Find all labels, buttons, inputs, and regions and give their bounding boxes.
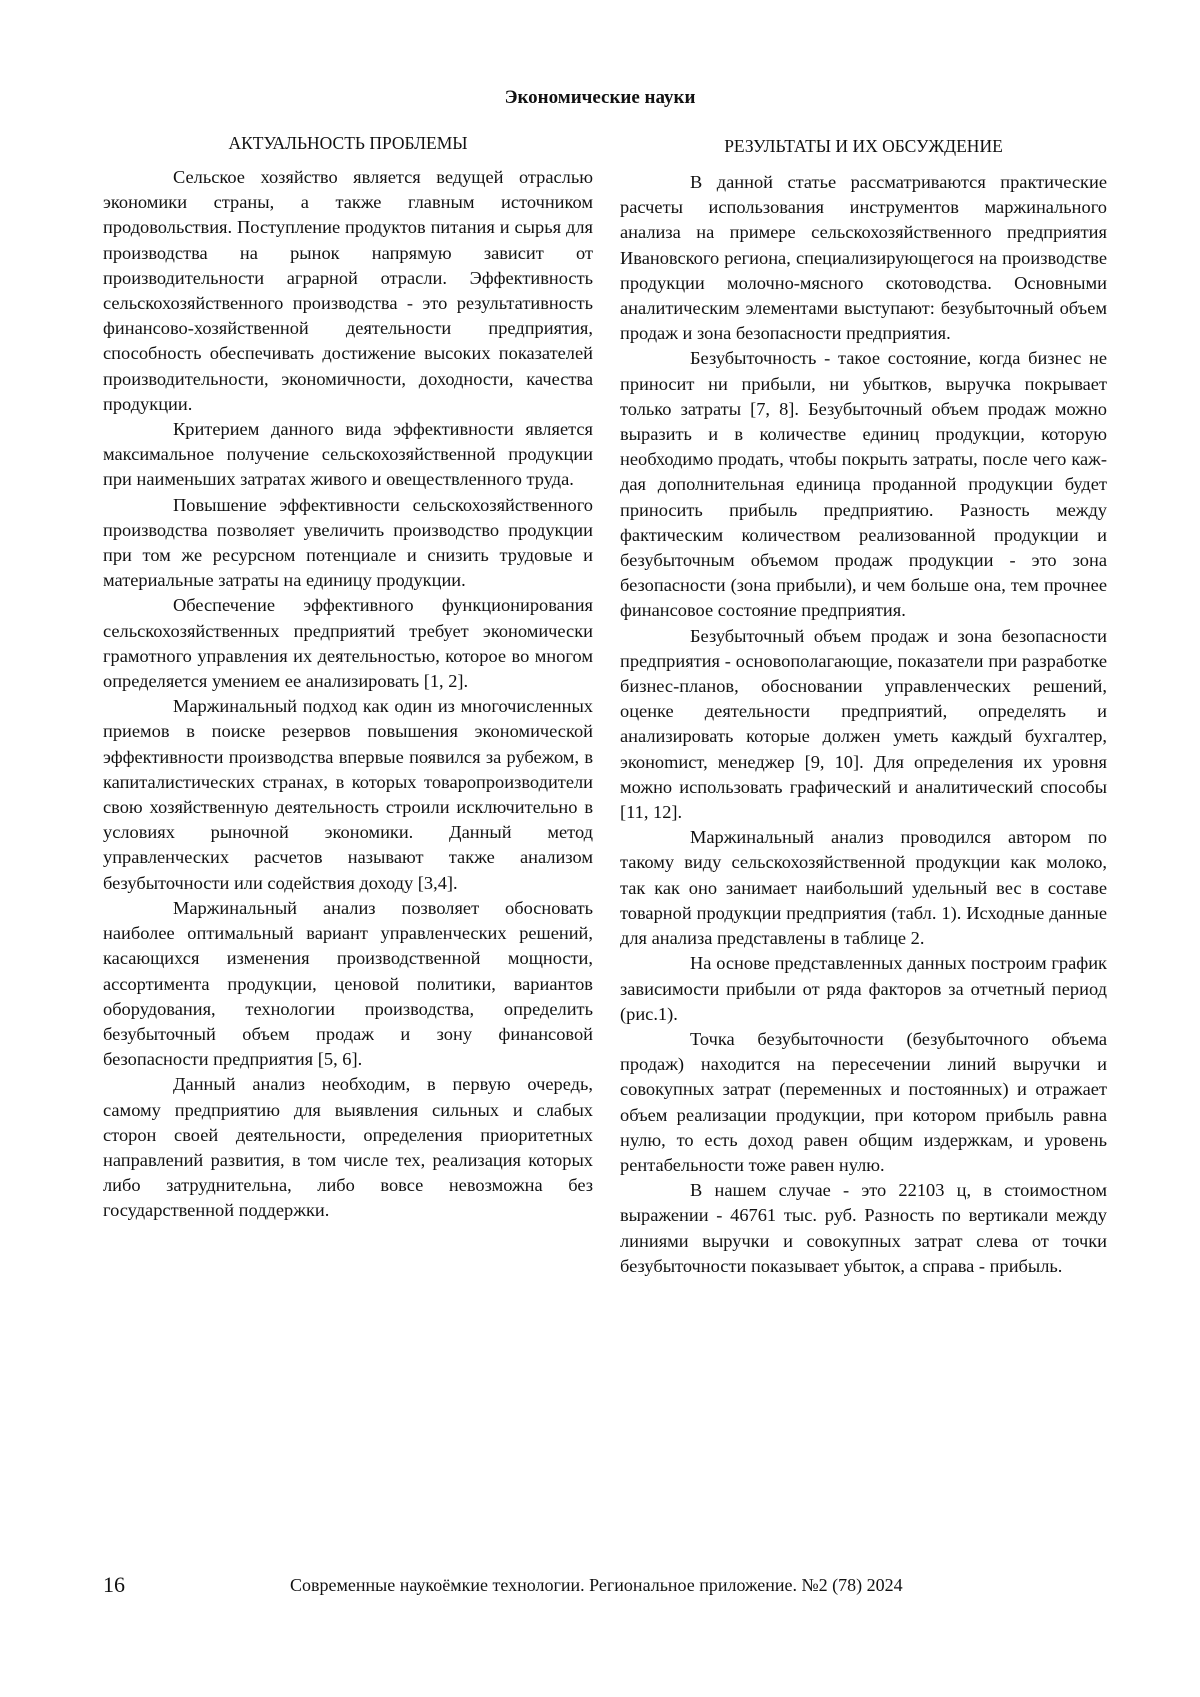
journal-title: Современные наукоёмкие технологии. Региональное приложение. №2 (78) 2024	[290, 1575, 903, 1595]
paragraph: Точка безубыточности (безубыточного объема продаж) находится на пересечении линий выручки и совокупных затрат (переменных и постоянных) и отражает объем реализации продукции, при котором прибыль равна нулю, то есть доход равен общим издержкам, и уровень рентабельности тоже равен нулю.	[620, 1028, 1107, 1175]
paragraph: Маржинальный анализ проводился автором по такому виду сельскохозяйственной продукции как молоко, так как оно занимает наибольший удельный вес в составе товарной продукции предприятия (табл. 1). Исходные данные для анализа представлены в таблице 2.	[620, 827, 1107, 949]
paragraph: Повышение эффективности сельскохозяйственного производства позволяет увеличить производство продукции при том же ресурсном потенциале и снизить трудовые и материальные затраты на единицу продукции.	[103, 494, 593, 591]
section-heading-results: РЕЗУЛЬТАТЫ И ИХ ОБСУЖДЕНИЕ	[724, 136, 1003, 156]
paragraph: Безубыточный объем продаж и зона безопасности предприятия - основополагающие, показатели при разработке бизнес-планов, обосновании управленческих решений, оценке деятельности предприятий, определять и анализировать которые должен уметь каждый бухгалтер, эконоmист, менеджер [9, 10]. Для определения их уровня можно использовать графический и аналитический способы [11, 12].	[620, 625, 1107, 823]
page-footer	[103, 1572, 1107, 1598]
paragraph: Критерием данного вида эффективности является максимальное получение сельскохозяйственной продукции при наименьших затратах живого и овеществленного труда.	[103, 419, 593, 490]
paragraph: Маржинальный подход как один из многочисленных приемов в поиске резервов повышения экономической эффективности производства впервые появился за рубежом, в капиталистических странах, в которых товаропроизводители свою хозяйственную деятельность строили исключительно в условиях рыночной экономики. Данный метод управленческих расчетов называют также анализом безубыточности или содействия доходу [3,4].	[103, 696, 593, 893]
paragraph: Безубыточность - такое состояние, когда бизнес не приносит ни прибыли, ни убытков, выручка покрывает только затраты [7, 8]. Безубыточный объем продаж можно выразить и в количестве единиц продукции, которую необходимо продать, чтобы покрыть затраты, после чего каждая дополнительная единица проданной продукции будет приносить прибыль предприятию. Разность между фактическим количеством реализованной продукции и безубыточным объемом продаж продукции - это зона безопасности (зона прибыли), и чем больше она, тем прочнее финансовое состояние предприятия.	[620, 348, 1107, 621]
section-header: Экономические науки	[504, 87, 696, 108]
left-column	[103, 131, 593, 1224]
paragraph: Данный анализ необходим, в первую очередь, самому предприятию для выявления сильных и слабых сторон своей деятельности, определения приоритетных направлений развития, в том числе тех, реализация которых либо затруднительна, либо вовсе невозможна без государственной поддержки.	[103, 1074, 593, 1221]
right-column	[620, 134, 1107, 1279]
paragraph: На основе представленных данных построим график зависимости прибыли от ряда факторов за отчетный период (рис.1).	[620, 953, 1107, 1024]
page-number: 16	[103, 1572, 125, 1597]
paragraph: В нашем случае - это 22103 ц, в стоимостном выражении - 46761 тыс. руб. Разность по вертикали между линиями выручки и совокупных затрат слева от точки безубыточности показывает убыток, а справа - прибыль.	[620, 1180, 1107, 1276]
paragraph: Маржинальный анализ позволяет обосновать наиболее оптимальный вариант управленческих решений, касающихся изменения производственной мощности, ассортимента продукции, ценовой политики, вариантов оборудования, технологии производства, определить безубыточный объем продаж и зону финансовой безопасности предприятия [5, 6].	[103, 897, 593, 1070]
paragraph: В данной статье рассматриваются практические расчеты использования инструментов маржинального анализа на примере сельскохозяйственного предприятия Ивановского региона, специализирующегося на производстве продукции молочно-мясного скотоводства. Основными аналитическим элементами выступают: безубыточный объем продаж и зона безопасности предприятия.	[620, 172, 1107, 344]
paragraph: Обеспечение эффективного функционирования сельскохозяйственных предприятий требует экономически грамотного управления их деятельностью, которое во многом определяется умением ее анализировать [1, 2].	[103, 595, 593, 692]
section-heading-relevance: АКТУАЛЬНОСТЬ ПРОБЛЕМЫ	[228, 133, 468, 153]
paragraph: Сельское хозяйство является ведущей отраслью экономики страны, а также главным источником продовольствия. Поступление продуктов питания и сырья для производства на рынок напрямую зависит от производительности аграрной отрасли. Эффективность сельскохозяйственного производства - это результативность финансово-хозяйственной деятельности предприятия, способность обеспечивать достижение высоких показателей производительности, экономичности, доходности, качества продукции.	[103, 167, 593, 414]
